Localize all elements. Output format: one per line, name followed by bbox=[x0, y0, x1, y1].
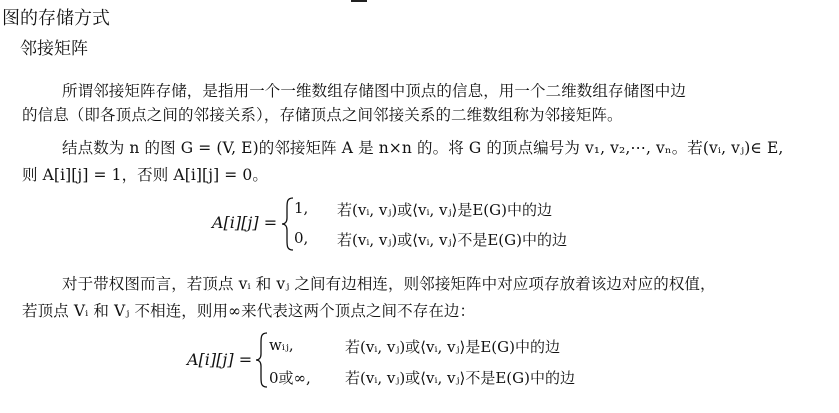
formula-1-lhs: A[i][j] = bbox=[212, 213, 278, 232]
formula-2-lhs: A[i][j] = bbox=[187, 350, 253, 369]
formula-1-case1-value: 1, bbox=[294, 199, 309, 217]
formula-1-case2-condition: 若(vᵢ, vⱼ)或⟨vᵢ, vⱼ⟩不是E(G)中的边 bbox=[337, 231, 567, 249]
formula-2-case1-condition: 若(vᵢ, vⱼ)或⟨vᵢ, vⱼ⟩是E(G)中的边 bbox=[345, 338, 560, 356]
formula-2-case1-value: wᵢⱼ, bbox=[269, 336, 294, 354]
para2-line1: 结点数为 n 的图 G = (V, E)的邻接矩阵 A 是 n×n 的。将 G 的顶点编号为 v₁, v₂,⋯, vₙ。若(vᵢ, vⱼ)∈ E, bbox=[62, 139, 784, 157]
para1-line1: 所谓邻接矩阵存储，是指用一个一维数组存储图中顶点的信息，用一个二维数组存储图中边 bbox=[62, 82, 687, 100]
section-subtitle: 邻接矩阵 bbox=[20, 39, 88, 59]
formula-2-case2-value: 0或∞, bbox=[269, 369, 311, 387]
para3-line1: 对于带权图而言，若顶点 vᵢ 和 vⱼ 之间有边相连，则邻接矩阵中对应项存放着该边对应的权值， bbox=[62, 275, 716, 293]
formula-1-brace-icon bbox=[281, 196, 295, 252]
section-title: 图的存储方式 bbox=[2, 8, 110, 29]
formula-1-case2-value: 0, bbox=[294, 229, 309, 247]
formula-1-case1-condition: 若(vᵢ, vⱼ)或⟨vᵢ, vⱼ⟩是E(G)中的边 bbox=[337, 201, 552, 219]
formula-2-case2-condition: 若(vᵢ, vⱼ)或⟨vᵢ, vⱼ⟩不是E(G)中的边 bbox=[345, 369, 575, 387]
top-edge-mark bbox=[351, 0, 367, 2]
formula-2-brace-icon bbox=[255, 331, 269, 389]
para3-line2: 若顶点 Vᵢ 和 Vⱼ 不相连，则用∞来代表这两个顶点之间不存在边： bbox=[22, 302, 476, 320]
para1-line2: 的信息（即各顶点之间的邻接关系），存储顶点之间邻接关系的二维数组称为邻接矩阵。 bbox=[22, 106, 623, 124]
para2-line2: 则 A[i][j] = 1，否则 A[i][j] = 0。 bbox=[22, 166, 268, 184]
